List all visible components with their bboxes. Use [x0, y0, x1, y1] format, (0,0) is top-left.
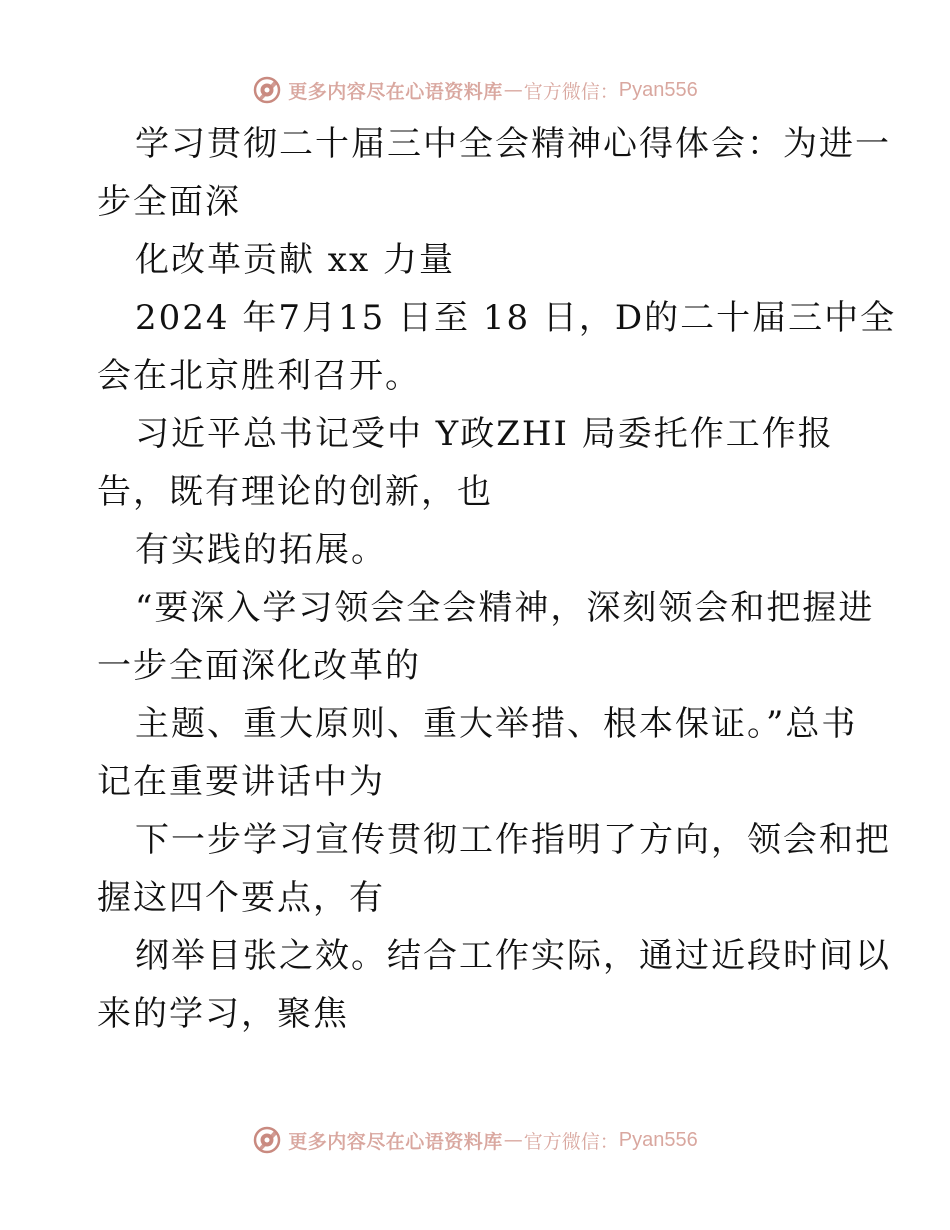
- body-line: 步全面深: [97, 182, 241, 222]
- body-line: 纲举目张之效。结合工作实际，通过近段时间以: [135, 936, 891, 976]
- watermark-dash: —: [503, 1129, 523, 1151]
- watermark-footer: [0, 1120, 950, 1160]
- body-line: 学习贯彻二十届三中全会精神心得体会：为进一: [135, 124, 891, 164]
- document-body: [97, 115, 897, 1043]
- body-line: 一步全面深化改革的: [97, 646, 421, 686]
- body-line: 握这四个要点，有: [97, 878, 385, 918]
- watermark-label: 官方微信：: [523, 1130, 619, 1153]
- body-line: 记在重要讲话中为: [97, 762, 385, 802]
- watermark-id: Pyan556: [618, 1128, 698, 1151]
- body-line: 告，既有理论的创新，也: [97, 472, 493, 512]
- watermark-label: 官方微信：: [523, 80, 619, 103]
- body-line: 会在北京胜利召开。: [97, 356, 421, 396]
- body-line: “要深入学习领会全会精神，深刻领会和把握进: [135, 588, 875, 628]
- watermark-dash: —: [503, 79, 523, 101]
- watermark-id: Pyan556: [618, 78, 698, 101]
- body-line: 习近平总书记受中 Y政ZHI 局委托作工作报: [135, 414, 834, 454]
- body-line: 主题、重大原则、重大举措、根本保证。”总书: [135, 704, 858, 744]
- watermark-brand: 更多内容尽在心语资料库: [288, 1130, 503, 1153]
- body-line: 有实践的拓展。: [135, 530, 387, 570]
- body-line: 化改革贡献 xx 力量: [135, 240, 455, 280]
- watermark-brand: 更多内容尽在心语资料库: [288, 80, 503, 103]
- body-line: 下一步学习宣传贯彻工作指明了方向，领会和把: [135, 820, 891, 860]
- quill-logo-icon: [252, 75, 282, 105]
- watermark-header: [0, 70, 950, 110]
- quill-logo-icon: [252, 1125, 282, 1155]
- body-line: 2024 年7月15 日至 18 日，D的二十届三中全: [135, 298, 897, 338]
- body-line: 来的学习，聚焦: [97, 994, 349, 1034]
